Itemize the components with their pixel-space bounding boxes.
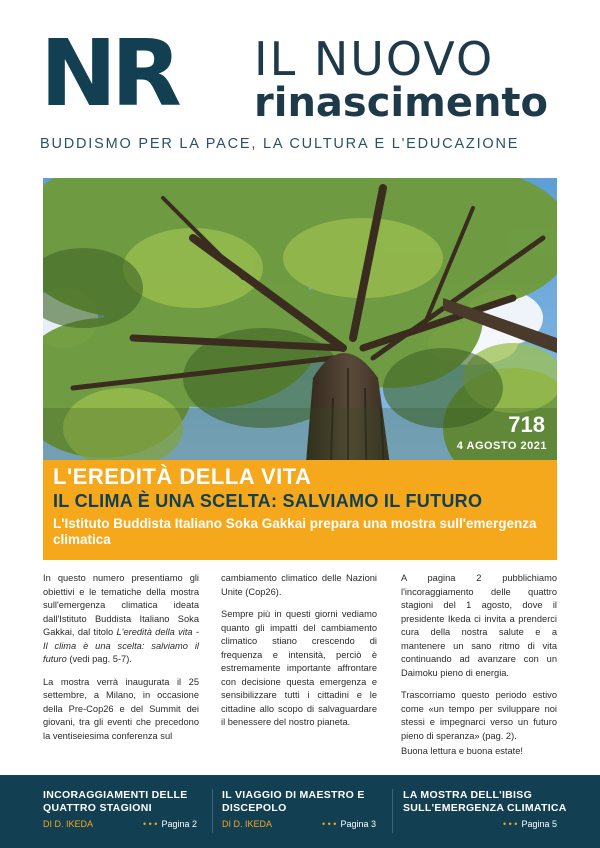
issue-date: 4 AGOSTO 2021 [456,440,547,452]
column-1 [43,572,199,752]
footer-teasers [0,775,600,848]
editorial-columns [43,572,557,767]
cover-standfirst: L'Istituto Buddista Italiano Soka Gakkai prepara una mostra sull'emergenza climatica [53,516,537,547]
paragraph: La mostra verrà inaugurata il 25 settembre, a Milano, in occasione della Pre-Cop26 e del Summit dei giovani, tra gli eventi che precedono la ventiseiesima conferenza sul [43,676,199,741]
teaser-meta [43,819,213,831]
teaser-byline: DI D. IKEDA [222,819,273,829]
paragraph: In questo numero presentiamo gli obiettivi e le tematiche della mostra sull'emergenza climatica ideata dall'Istituto Buddista Italiano Soka Gakkai, dal titolo L'eredità della vita - Il clima è una scelta: salviamo il futuro (vedi pag. 5-7). [43,573,200,664]
teaser-page: • • • Pagina 2 [143,819,197,829]
teaser-title: IL VIAGGIO DI MAESTRO E DISCEPOLO [222,789,365,814]
divider [212,789,213,833]
teaser-page: • • • Pagina 5 [503,819,557,829]
teaser-maestro-discepolo[interactable] [222,789,392,831]
teaser-meta [403,819,573,831]
paragraph: Sempre più in questi giorni vediamo quanto gli impatti del cambiamento climatico stiano crescendo di frequenza e intensità, perciò è estremamente importante affrontare con decisione questa emergenza e sensibilizzare tutti i cittadini e le cittadine allo scopo di salvaguardare il benessere del nostro pianeta. [221,609,377,727]
paragraph: A pagina 2 pubblichiamo l'incoraggiamento delle quattro stagioni del 1 agosto, dove il presidente Ikeda ci invita a prenderci cura della nostra salute e a mantenere un sano ritmo di vita continuando ad avanzare con un Daimoku pieno di energia. [401,573,557,678]
dots-icon: • • • [143,819,158,829]
teaser-quattro-stagioni[interactable] [43,789,213,831]
teaser-byline: DI D. IKEDA [43,819,94,829]
cover-hero [43,178,557,560]
issue-number: 718 [508,412,545,437]
column-3 [401,572,557,768]
teaser-meta [222,819,392,831]
paragraph: Trascorriamo questo periodo estivo come «un tempo per sviluppare noi stessi e impegnarci verso un futuro pieno di speranza» (pag. 2). [401,690,557,741]
magazine-title-line1: IL NUOVO [254,32,495,86]
paragraph: Buona lettura e buona estate! [401,746,523,756]
cover-headline: L'EREDITÀ DELLA VITA [53,464,312,489]
paragraph: cambiamento climatico delle Nazioni Unite (Cop26). [221,573,377,597]
column-2 [221,572,377,739]
divider [392,789,393,833]
magazine-title-line2: rinascimento [254,80,549,126]
teaser-title: LA MOSTRA DELL'IBISG SULL'EMERGENZA CLIMATICA [403,789,567,814]
tagline: BUDDISMO PER LA PACE, LA CULTURA E L'EDUCAZIONE [40,136,520,152]
masthead [40,20,560,128]
teaser-mostra-ibisg[interactable] [403,789,573,831]
exhibition-title: L'eredità della vita - Il clima è una scelta: salviamo il futuro [43,627,200,664]
cover-subheadline: IL CLIMA È UNA SCELTA: SALVIAMO IL FUTURO [53,491,483,511]
dots-icon: • • • [322,819,337,829]
dots-icon: • • • [503,819,518,829]
teaser-page: • • • Pagina 3 [322,819,376,829]
nr-logo: NR [40,20,176,127]
teaser-title: INCORAGGIAMENTI DELLE QUATTRO STAGIONI [43,789,188,814]
headline-banner [43,460,557,560]
